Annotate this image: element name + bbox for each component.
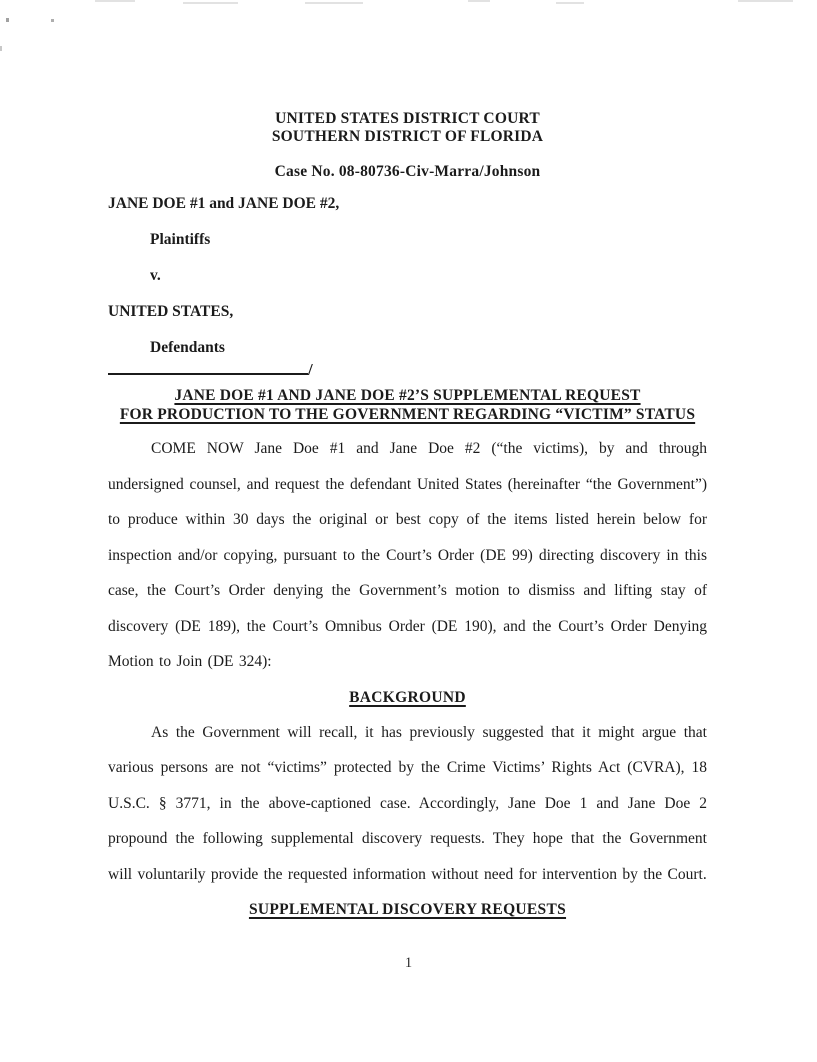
supplemental-requests-heading-text: SUPPLEMENTAL DISCOVERY REQUESTS xyxy=(248,901,567,918)
plaintiff-names: JANE DOE #1 and JANE DOE #2, xyxy=(108,195,340,212)
case-caption xyxy=(108,186,707,379)
scan-smudge xyxy=(183,2,238,4)
scan-smudge xyxy=(305,2,363,4)
intro-paragraph: COME NOW Jane Doe #1 and Jane Doe #2 (“the victims), by and through undersigned counsel, and request the defendant United States (hereinafter “the Government”) to produce within 30 days the original or best copy of the items listed herein below for inspection and/or copying, pursuant to the Court’s Order (DE 99) directing discovery in this case, the Court’s Order denying the Government’s motion to dismiss and lifting stay of discovery (DE 189), the Court’s Omnibus Order (DE 190), and the Court’s Order Denying Motion to Join (DE 324): xyxy=(108,440,707,670)
scan-smudge xyxy=(738,0,793,2)
court-district: SOUTHERN DISTRICT OF FLORIDA xyxy=(271,128,544,145)
scan-smudge xyxy=(95,0,135,2)
background-heading xyxy=(108,689,707,707)
document-title xyxy=(108,386,707,424)
background-heading-text: BACKGROUND xyxy=(349,688,466,706)
signature-rule xyxy=(108,361,308,375)
versus-label: v. xyxy=(150,267,161,284)
court-name: UNITED STATES DISTRICT COURT xyxy=(275,110,540,127)
background-paragraph: As the Government will recall, it has previously suggested that it might argue that various persons are not “victims” protected by the Crime Victims’ Rights Act (CVRA), 18 U.S.C. § 3771, in the above-captioned case. Accordingly, Jane Doe 1 and Jane Doe 2 propound the following supplemental discovery requests. They hope that the Government will voluntarily provide the requested information without need for intervention by the Court. xyxy=(108,723,707,883)
document-title-line1: JANE DOE #1 AND JANE DOE #2’S SUPPLEMENTAL REQUEST xyxy=(174,387,641,404)
scan-edge-mark xyxy=(0,46,2,51)
scan-dot xyxy=(6,18,9,22)
caption-separator-line xyxy=(108,360,707,379)
case-number: Case No. 08-80736-Civ-Marra/Johnson xyxy=(274,163,541,180)
defendant-names: UNITED STATES, xyxy=(108,303,234,320)
supplemental-requests-heading xyxy=(108,901,707,919)
court-header xyxy=(108,110,707,146)
scan-smudge xyxy=(468,0,490,2)
document-title-line2: FOR PRODUCTION TO THE GOVERNMENT REGARDING “VICTIM” STATUS xyxy=(119,406,696,423)
page-number: 1 xyxy=(404,955,413,971)
scan-dot xyxy=(51,19,54,22)
caption-slash: / xyxy=(308,360,313,379)
plaintiff-role: Plaintiffs xyxy=(150,231,211,248)
scan-smudge xyxy=(556,2,584,4)
document-content xyxy=(108,110,707,919)
defendant-role: Defendants xyxy=(150,339,225,356)
